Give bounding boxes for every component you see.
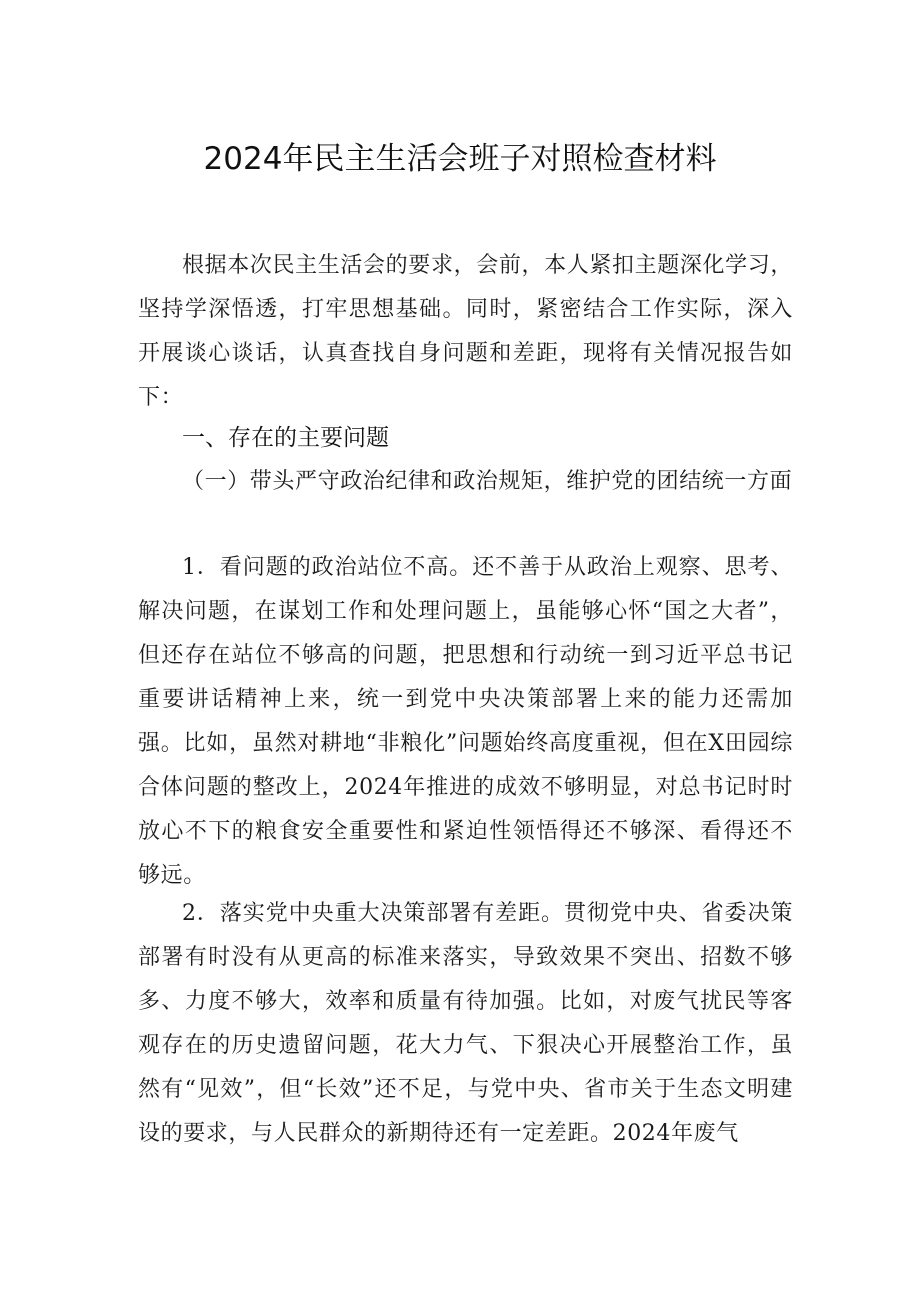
- problem-item-2: 2．落实党中央重大决策部署有差距。贯彻党中央、省委决策部署有时没有从更高的标准来落实，导致效果不突出、招数不够多、力度不够大，效率和质量有待加强。比如，对废气扰民等客观存在的历史遗留问题，花大力气、下狠决心开展整治工作，虽然有“见效”，但“长效”还不足，与党中央、省市关于生态文明建设的要求，与人民群众的新期待还有一定差距。2024年废气: [138, 901, 793, 1146]
- subsection-heading-political-discipline: （一）带头严守政治纪律和政治规矩，维护党的团结统一方面: [182, 469, 793, 494]
- intro-paragraph: 根据本次民主生活会的要求，会前，本人紧扣主题深化学习，坚持学深悟透，打牢思想基础。同时，紧密结合工作实际，深入开展谈心谈话，认真查找自身问题和差距，现将有关情况报告如下：: [138, 253, 793, 410]
- section-heading-main-problems: 一、存在的主要问题: [182, 425, 389, 451]
- document-title: 2024年民主生活会班子对照检查材料: [203, 141, 717, 177]
- problem-item-1: 1．看问题的政治站位不高。还不善于从政治上观察、思考、解决问题，在谋划工作和处理问题上，虽能够心怀“国之大者”，但还存在站位不够高的问题，把思想和行动统一到习近平总书记重要讲话精神上来，统一到党中央决策部署上来的能力还需加强。比如，虽然对耕地“非粮化”问题始终高度重视，但在X田园综合体问题的整改上，2024年推进的成效不够明显，对总书记时时放心不下的粮食安全重要性和紧迫性领悟得还不够深、看得还不够远。: [138, 555, 793, 888]
